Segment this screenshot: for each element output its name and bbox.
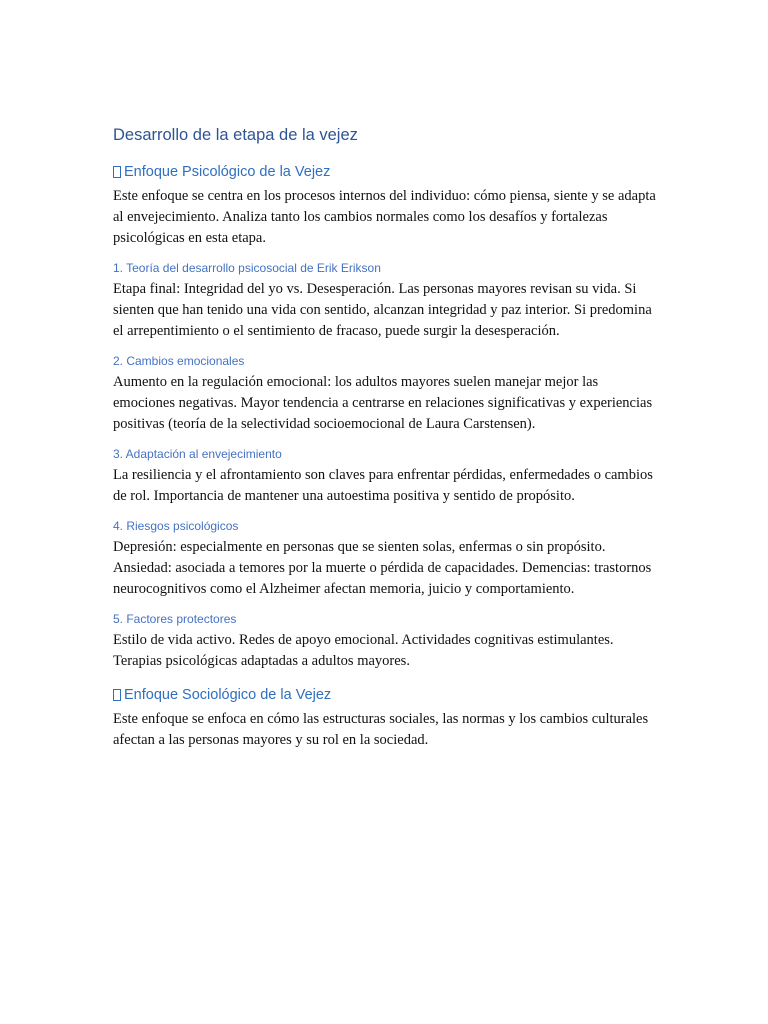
section-heading-text: Enfoque Sociológico de la Vejez [124,687,332,703]
missing-glyph-icon [113,689,121,701]
subsection-text-adaptacion: La resiliencia y el afrontamiento son claves para enfrentar pérdidas, enfermedades o cambios de rol. Importancia de mantener una autoestima positiva y sentido de propósito. [113,467,653,504]
section-heading-sociologico [113,685,658,705]
subsection-heading-adaptacion: 3. Adaptación al envejecimiento [113,447,282,461]
missing-glyph-icon [113,166,121,178]
section-intro-sociologico: Este enfoque se enfoca en cómo las estructuras sociales, las normas y los cambios culturales afectan a las personas mayores y su rol en la sociedad. [113,711,649,748]
subsection-text-riesgos: Depresión: especialmente en personas que se sienten solas, enfermas o sin propósito. Ansiedad: asociada a temores por la muerte o pérdida de capacidades. Demencias: trastornos neurocognitivos como el Alzheimer afectan memoria, juicio y comportamiento. [113,539,652,597]
section-heading-psicologico [113,162,658,182]
subsection-heading-riesgos: 4. Riesgos psicológicos [113,519,239,533]
subsection-text-erikson: Etapa final: Integridad del yo vs. Desesperación. Las personas mayores revisan su vida. Si sienten que han tenido una vida con sentido, alcanzan integridad y paz interior. Si predomina el arrepentimiento o el sentimiento de fracaso, puede surgir la desesperación. [113,281,652,339]
subsection-text-cambios-emocionales: Aumento en la regulación emocional: los adultos mayores suelen manejar mejor las emociones negativas. Mayor tendencia a centrarse en relaciones significativas y experiencias positivas (teoría de la selectividad socioemocional de Laura Carstensen). [113,374,653,432]
subsection-heading-factores: 5. Factores protectores [113,612,237,626]
subsection-text-factores: Estilo de vida activo. Redes de apoyo emocional. Actividades cognitivas estimulantes. Terapias psicológicas adaptadas a adultos mayores. [113,632,614,669]
document-title: Desarrollo de la etapa de la vejez [113,126,358,144]
subsection-heading-erikson: 1. Teoría del desarrollo psicosocial de Erik Erikson [113,261,381,275]
subsection-heading-cambios-emocionales: 2. Cambios emocionales [113,354,245,368]
document-page [113,124,658,751]
section-intro-psicologico: Este enfoque se centra en los procesos internos del individuo: cómo piensa, siente y se adapta al envejecimiento. Analiza tanto los cambios normales como los desafíos y fortalezas psicológicas en esta etapa. [113,188,656,246]
section-heading-text: Enfoque Psicológico de la Vejez [124,164,331,180]
